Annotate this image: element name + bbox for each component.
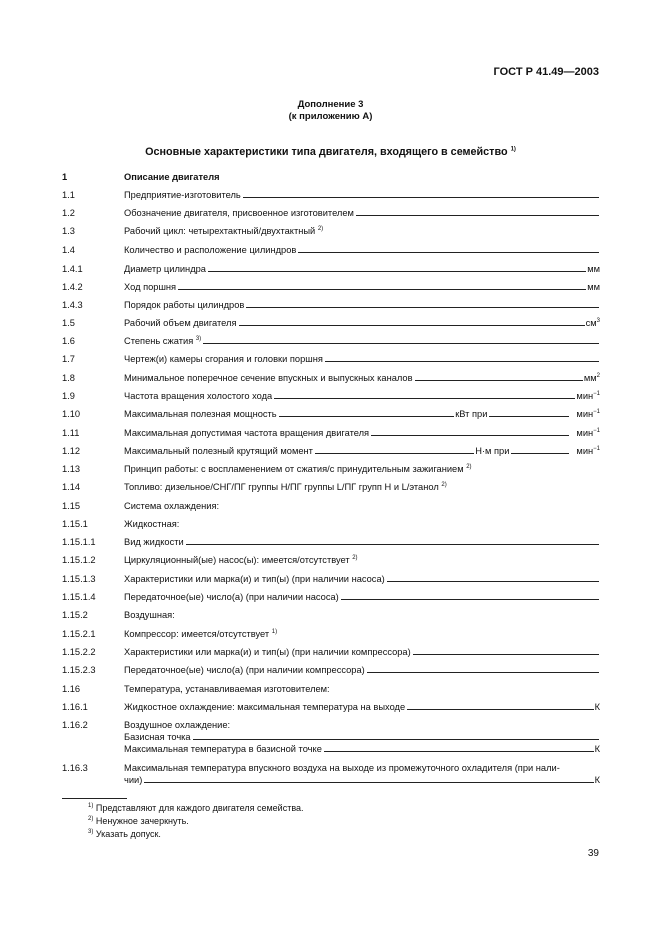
item-row xyxy=(62,537,600,551)
item-label: Частота вращения холостого хода xyxy=(124,391,273,401)
fill-line[interactable] xyxy=(415,380,583,381)
item-number: 1.3 xyxy=(62,226,75,236)
item-number: 1.15 xyxy=(62,501,81,511)
item-label-text: Степень сжатия xyxy=(124,336,194,346)
item-number: 1.15.2.2 xyxy=(62,647,96,657)
fill-line[interactable] xyxy=(341,599,599,600)
item-label: Характеристики или марка(и) и тип(ы) (при наличии компрессора) xyxy=(124,647,411,657)
footnote-text: Указать допуск. xyxy=(95,829,161,839)
footnote-mark: 2) xyxy=(88,816,94,822)
item-label-text: Принцип работы: с воспламенением от сжатия/с принудительным зажиганием xyxy=(124,464,464,474)
footnote-separator xyxy=(62,798,127,799)
item-label: Характеристики или марка(и) и тип(ы) (при наличии насоса) xyxy=(124,574,385,584)
fill-line[interactable] xyxy=(371,435,569,436)
unit-exponent: −1 xyxy=(593,408,600,415)
item-label: Описание двигателя xyxy=(124,172,220,182)
item-label-text: Рабочий цикл: четырехтактный/двухтактный xyxy=(124,226,316,236)
item-row xyxy=(62,684,600,698)
item-label: Предприятие-изготовитель xyxy=(124,190,241,200)
fill-line[interactable] xyxy=(144,782,593,783)
item-label: Передаточное(ые) число(а) (при наличии насоса) xyxy=(124,592,339,602)
main-title-footnote-mark: 1) xyxy=(510,146,516,153)
unit-label xyxy=(576,409,600,419)
item-label: Максимальная полезная мощность xyxy=(124,409,277,419)
item-number: 1.16 xyxy=(62,684,81,694)
item-label: Максимальная температура в базисной точке xyxy=(124,744,322,754)
item-label: Температура, устанавливаемая изготовителем: xyxy=(124,684,330,694)
fill-line[interactable] xyxy=(413,654,599,655)
item-row xyxy=(62,574,600,588)
page-number: 39 xyxy=(587,848,599,859)
fill-line[interactable] xyxy=(356,215,599,216)
fill-line[interactable] xyxy=(279,416,455,417)
item-number: 1.12 xyxy=(62,446,81,456)
main-title-text: Основные характеристики типа двигателя, входящего в семейство xyxy=(145,146,508,158)
item-label: Диаметр цилиндра xyxy=(124,264,206,274)
item-number: 1.7 xyxy=(62,354,75,364)
unit-text: мин xyxy=(576,428,594,438)
item-number: 1.4.3 xyxy=(62,300,83,310)
standard-designation: ГОСТ Р 41.49—2003 xyxy=(493,66,599,78)
item-number: 1.4 xyxy=(62,245,75,255)
item-label: Порядок работы цилиндров xyxy=(124,300,245,310)
unit-text: мин xyxy=(576,409,594,419)
item-label: Чертеж(и) камеры сгорания и головки поршня xyxy=(124,354,323,364)
unit-label xyxy=(586,318,600,328)
item-row xyxy=(62,702,600,716)
unit-label xyxy=(576,446,600,456)
item-label: Жидкостное охлаждение: максимальная температура на выходе xyxy=(124,702,406,712)
fill-line[interactable] xyxy=(489,416,569,417)
item-label-text: Циркуляционный(ые) насос(ы): имеется/отсутствует xyxy=(124,555,350,565)
fill-line[interactable] xyxy=(246,307,599,308)
item-row xyxy=(62,446,600,460)
fill-line[interactable] xyxy=(274,398,575,399)
fill-line[interactable] xyxy=(325,361,599,362)
footnote-3 xyxy=(88,829,161,839)
unit-label: мм xyxy=(587,264,600,274)
unit-label: К xyxy=(594,775,600,785)
unit-text: мин xyxy=(576,446,594,456)
footnote-text: Представляют для каждого двигателя семейства. xyxy=(95,803,304,813)
fill-line[interactable] xyxy=(186,544,599,545)
item-row xyxy=(62,501,600,515)
item-label: Минимальное поперечное сечение впускных и выпускных каналов xyxy=(124,373,413,383)
item-label xyxy=(124,464,472,474)
item-label: Передаточное(ые) число(а) (при наличии компрессора) xyxy=(124,665,365,675)
footnote-mark: 3) xyxy=(88,829,94,835)
item-number: 1.16.2 xyxy=(62,720,88,730)
item-number: 1.15.1.3 xyxy=(62,574,96,584)
item-row xyxy=(62,482,600,496)
mid-unit-label: кВт при xyxy=(455,409,488,419)
item-row xyxy=(62,647,600,661)
item-number: 1.16.3 xyxy=(62,763,88,773)
fill-line[interactable] xyxy=(407,709,593,710)
item-number: 1 xyxy=(62,172,68,182)
item-row xyxy=(62,391,600,405)
fill-line[interactable] xyxy=(315,453,474,454)
unit-exponent: 3 xyxy=(596,317,600,324)
footnote-mark: 2) xyxy=(466,463,472,470)
footnote-mark: 3) xyxy=(195,335,202,342)
item-row xyxy=(62,428,600,442)
item-label xyxy=(124,555,358,565)
item-number: 1.4.1 xyxy=(62,264,83,274)
fill-line[interactable] xyxy=(387,581,599,582)
item-label: Максимальная допустимая частота вращения двигателя xyxy=(124,428,370,438)
mid-unit-label: Н·м при xyxy=(475,446,510,456)
unit-label: К xyxy=(594,744,600,754)
item-row xyxy=(62,354,600,368)
item-number: 1.1 xyxy=(62,190,75,200)
item-row xyxy=(62,226,600,240)
fill-line[interactable] xyxy=(239,325,585,326)
item-row xyxy=(62,409,600,423)
item-row xyxy=(62,610,600,624)
unit-label: К xyxy=(594,702,600,712)
item-row xyxy=(62,665,600,679)
unit-text: см xyxy=(585,318,597,328)
item-row xyxy=(62,300,600,314)
item-number: 1.14 xyxy=(62,482,81,492)
unit-label xyxy=(576,391,600,401)
item-row xyxy=(62,208,600,222)
item-row xyxy=(62,172,600,186)
unit-label xyxy=(576,428,600,438)
addendum-reference: (к приложению А) xyxy=(288,111,373,122)
item-label: Рабочий объем двигателя xyxy=(124,318,237,328)
footnote-mark: 2) xyxy=(317,225,324,232)
fill-line[interactable] xyxy=(193,739,599,740)
item-label: Вид жидкости xyxy=(124,537,184,547)
footnote-text: Ненужное зачеркнуть. xyxy=(95,816,189,826)
footnote-1 xyxy=(88,803,304,813)
item-row xyxy=(62,282,600,296)
item-number: 1.9 xyxy=(62,391,75,401)
item-row xyxy=(62,464,600,478)
item-label xyxy=(124,482,447,492)
item-label-text: Топливо: дизельное/СНГ/ПГ группы Н/ПГ группы L/ПГ групп Н и L/этанол xyxy=(124,482,439,492)
item-row xyxy=(62,336,600,350)
item-number: 1.15.1 xyxy=(62,519,88,529)
footnote-mark: 2) xyxy=(352,554,358,561)
item-number: 1.5 xyxy=(62,318,75,328)
fill-line[interactable] xyxy=(208,271,586,272)
item-row xyxy=(62,264,600,278)
item-row xyxy=(62,373,600,387)
item-label: Обозначение двигателя, присвоенное изготовителем xyxy=(124,208,354,218)
item-number: 1.13 xyxy=(62,464,81,474)
fill-line[interactable] xyxy=(178,289,586,290)
item-number: 1.6 xyxy=(62,336,75,346)
item-number: 1.15.2.3 xyxy=(62,665,96,675)
item-number: 1.15.1.4 xyxy=(62,592,96,602)
footnote-mark: 1) xyxy=(271,628,278,635)
fill-line[interactable] xyxy=(367,672,599,673)
item-label xyxy=(124,629,277,639)
item-number: 1.8 xyxy=(62,373,75,383)
item-row xyxy=(62,775,600,789)
item-row xyxy=(62,318,600,332)
footnote-mark: 1) xyxy=(88,803,94,809)
footnote-mark: 2) xyxy=(441,481,447,488)
item-row xyxy=(62,592,600,606)
unit-text: мм xyxy=(583,373,597,383)
fill-line[interactable] xyxy=(243,197,599,198)
item-label-text: Компрессор: имеется/отсутствует xyxy=(124,629,270,639)
item-label: Воздушная: xyxy=(124,610,175,620)
item-label: чии) xyxy=(124,775,143,785)
item-number: 1.16.1 xyxy=(62,702,88,712)
item-label: Ход поршня xyxy=(124,282,177,292)
item-label xyxy=(124,336,201,346)
item-label: Максимальный полезный крутящий момент xyxy=(124,446,313,456)
footnote-2 xyxy=(88,816,189,826)
item-number: 1.15.1.1 xyxy=(62,537,96,547)
item-label: Воздушное охлаждение: xyxy=(124,720,231,730)
item-row xyxy=(62,190,600,204)
item-number: 1.4.2 xyxy=(62,282,83,292)
item-row xyxy=(62,744,600,758)
addendum-title: Дополнение 3 xyxy=(297,99,364,110)
item-label: Жидкостная: xyxy=(124,519,180,529)
unit-label: мм xyxy=(587,282,600,292)
item-row xyxy=(62,629,600,643)
fill-line[interactable] xyxy=(511,453,569,454)
item-label: Максимальная температура впускного воздуха на выходе из промежуточного охладителя (при нали- xyxy=(124,763,560,773)
item-number: 1.11 xyxy=(62,428,80,438)
item-number: 1.10 xyxy=(62,409,81,419)
item-number: 1.2 xyxy=(62,208,75,218)
item-number: 1.15.1.2 xyxy=(62,555,96,565)
item-label: Базисная точка xyxy=(124,732,191,742)
fill-line[interactable] xyxy=(298,252,599,253)
fill-line[interactable] xyxy=(324,751,594,752)
item-label xyxy=(124,226,323,236)
item-number: 1.15.2 xyxy=(62,610,88,620)
item-label: Система охлаждения: xyxy=(124,501,220,511)
item-row xyxy=(62,555,600,569)
unit-exponent: −1 xyxy=(593,445,600,452)
item-label: Количество и расположение цилиндров xyxy=(124,245,297,255)
unit-text: мин xyxy=(576,391,594,401)
main-title xyxy=(0,146,661,158)
unit-exponent: −1 xyxy=(593,390,600,397)
item-row xyxy=(62,245,600,259)
item-number: 1.15.2.1 xyxy=(62,629,96,639)
unit-label xyxy=(584,373,600,383)
unit-exponent: 2 xyxy=(596,372,600,379)
unit-exponent: −1 xyxy=(593,427,600,434)
item-row xyxy=(62,519,600,533)
fill-line[interactable] xyxy=(203,343,599,344)
